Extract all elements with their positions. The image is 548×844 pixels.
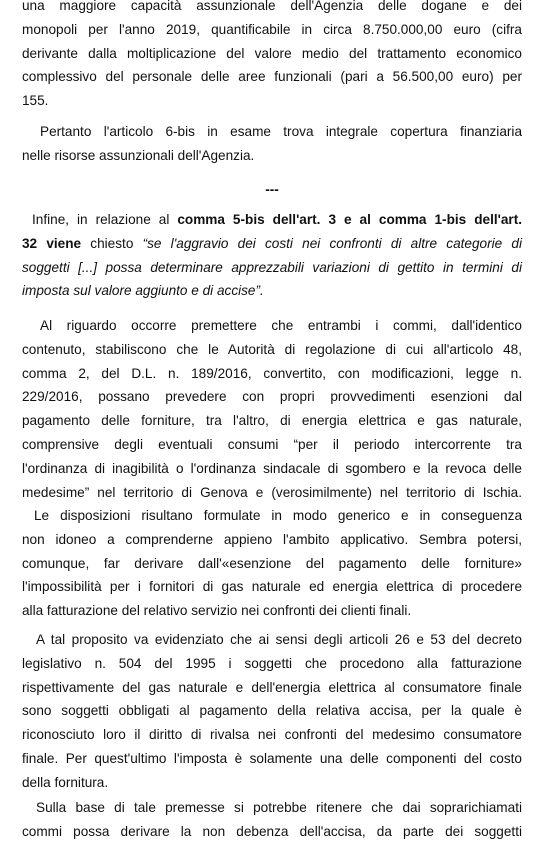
bold-reference: 32 viene — [22, 235, 82, 251]
text-line: comprensive degli eventuali consumi “per il periodo intercorrente tra — [22, 436, 522, 452]
bold-reference: comma 5-bis dell'art. 3 e al comma 1-bis dell'art. — [177, 212, 523, 227]
quoted-question: “se l'aggravio dei costi nei confronti di altre categorie di — [142, 235, 523, 251]
text-line: medesime” nel territorio di Genova e (verosimilmente) nel territorio di Ischia. — [22, 484, 522, 500]
text-line — [22, 256, 522, 280]
text-line: 155. — [22, 93, 49, 109]
text-line: alla fatturazione del relativo servizio nei confronti dei clienti finali. — [22, 603, 412, 619]
text-line: A tal proposito va evidenziato che ai sensi degli articoli 26 e 53 del decreto — [36, 632, 522, 647]
text-line: Sulla base di tale premesse si potrebbe ritenere che dai soprarichiamati — [36, 800, 522, 815]
text-line: legislativo n. 504 del 1995 i soggetti che procedono alla fatturazione — [22, 655, 522, 671]
text-line — [22, 279, 522, 303]
text-line: nelle risorse assunzionali dell'Agenzia. — [22, 147, 255, 163]
section-separator: --- — [265, 182, 279, 197]
text-segment: Infine, in relazione al — [32, 212, 178, 227]
text-line: riconosciuto loro il diritto di rivalsa nei confronti del medesimo consumatore — [22, 727, 522, 743]
text-line: derivante dalla moltiplicazione del valore medio del trattamento economico — [22, 45, 522, 61]
text-line: della fornitura. — [22, 774, 109, 790]
text-line: Le disposizioni risultano formulate in modo generico e in conseguenza — [34, 508, 522, 523]
text-line: l'ordinanza di inagibilità o l'ordinanza sindacale di sgombero e la revoca delle — [22, 460, 522, 476]
paragraph-disposizioni — [22, 504, 522, 623]
text-line: una maggiore capacità assunzionale dell'Agenzia delle dogane e dei — [22, 0, 522, 13]
text-line: non idoneo a comprenderne appieno l'ambito applicativo. Sembra potersi, — [22, 531, 522, 547]
text-line: Pertanto l'articolo 6-bis in esame trova integrale copertura finanziaria — [40, 124, 522, 139]
text-line: sono soggetti obbligati al pagamento della relativa accisa, per la quale è — [22, 703, 522, 719]
paragraph-accisa — [22, 628, 522, 795]
text-line: complessivo del personale delle aree funzionali (pari a 56.500,00 euro) per — [22, 69, 522, 85]
text-line: commi possa derivare la non debenza dell'accisa, da parte dei soggetti — [22, 823, 522, 839]
text-line: Al riguardo occorre premettere che entrambi i commi, dall'identico — [40, 318, 522, 333]
text-line: comma 2, del D.L. n. 189/2016, convertito, con modificazioni, legge n. — [22, 365, 522, 381]
quoted-question: imposta sul valore aggiunto e di accise”. — [22, 283, 264, 299]
text-line: pagamento delle forniture, tra l'altro, di energia elettrica e gas naturale, — [22, 413, 522, 429]
paragraph-premessa — [22, 314, 522, 504]
text-line: rispettivamente del gas naturale e dell'energia elettrica al consumatore finale — [22, 679, 522, 695]
text-line: 229/2016, possano prevedere con propri provvedimenti esenzioni dal — [22, 389, 522, 405]
text-line — [22, 232, 522, 256]
text-segment: chiesto — [81, 235, 143, 251]
text-line: monopoli per l'anno 2019, quantificabile in circa 8.750.000,00 euro (cifra — [22, 21, 522, 37]
text-line: comunque, far derivare dall'«esenzione del pagamento delle forniture» — [22, 555, 522, 571]
text-line: l'impossibilità per i fornitori di gas naturale ed energia elettrica di procedere — [22, 579, 522, 595]
paragraph-assunzionale — [22, 0, 522, 113]
text-line — [22, 208, 522, 232]
quoted-question: soggetti [...] possa determinare apprezzabili variazioni di gettito in termini di — [22, 259, 522, 275]
text-line: contenuto, stabiliscono che le Autorità di regolazione di cui all'articolo 48, — [22, 341, 522, 357]
paragraph-conclusione — [22, 796, 522, 844]
text-line: finale. Per quest'ultimo l'imposta è solamente una delle componenti del costo — [22, 750, 522, 766]
paragraph-richiesta — [22, 208, 522, 303]
paragraph-copertura — [22, 120, 522, 168]
